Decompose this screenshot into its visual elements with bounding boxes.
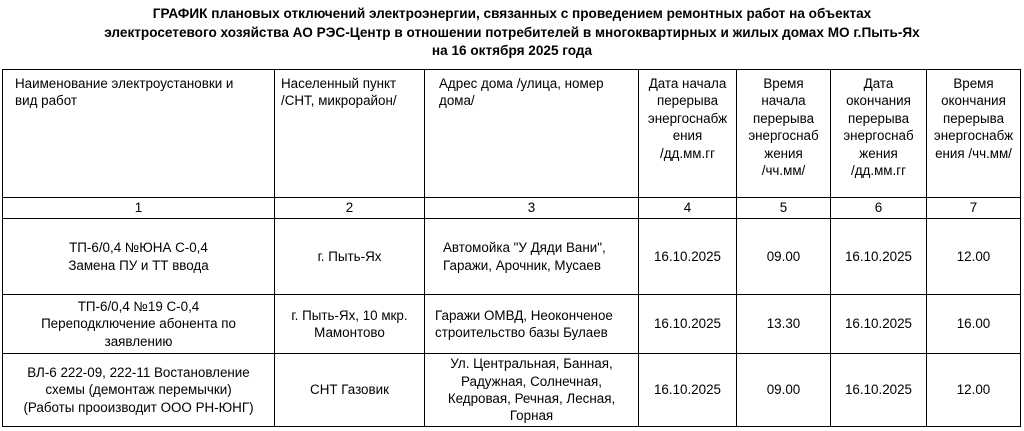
start-time-cell: 09.00 bbox=[737, 219, 831, 295]
outage-schedule-table bbox=[2, 69, 1021, 427]
end-date-cell: 16.10.2025 bbox=[831, 219, 927, 295]
installation-cell: ТП-6/0,4 №19 С-0,4 Переподключение абонента по заявлению bbox=[3, 295, 275, 354]
header-locality: Населенный пункт /СНТ, микрорайон/ bbox=[275, 70, 425, 198]
end-time-cell: 12.00 bbox=[927, 219, 1021, 295]
table-row bbox=[3, 219, 1021, 295]
header-start-time: Время начала перерыва энергоснаб жения /чч.мм/ bbox=[737, 70, 831, 198]
column-number: 5 bbox=[737, 198, 831, 219]
address-cell: Автомойка "У Дяди Вани", Гаражи, Арочник, Мусаев bbox=[425, 219, 639, 295]
locality-cell: СНТ Газовик bbox=[275, 354, 425, 427]
title-line-1: ГРАФИК плановых отключений электроэнергии, связанных с проведением ремонтных работ на объектах bbox=[152, 6, 872, 21]
table-row bbox=[3, 295, 1021, 354]
start-time-cell: 13.30 bbox=[737, 295, 831, 354]
installation-cell: ТП-6/0,4 №ЮНА С-0,4 Замена ПУ и ТТ ввода bbox=[3, 219, 275, 295]
locality-cell: г. Пыть-Ях bbox=[275, 219, 425, 295]
column-number-row bbox=[3, 198, 1021, 219]
start-time-cell: 09.00 bbox=[737, 354, 831, 427]
end-time-cell: 12.00 bbox=[927, 354, 1021, 427]
column-number: 2 bbox=[275, 198, 425, 219]
header-start-date: Дата начала перерыва энергоснабж ения /дд.мм.гг bbox=[639, 70, 737, 198]
schedule-title bbox=[0, 0, 1024, 61]
installation-cell: ВЛ-6 222-09, 222-11 Востановление схемы (демонтаж перемычки) (Работы прооизводит ООО РН-ЮНГ) bbox=[3, 354, 275, 427]
column-number: 3 bbox=[425, 198, 639, 219]
start-date-cell: 16.10.2025 bbox=[639, 295, 737, 354]
end-date-cell: 16.10.2025 bbox=[831, 354, 927, 427]
start-date-cell: 16.10.2025 bbox=[639, 354, 737, 427]
column-number: 4 bbox=[639, 198, 737, 219]
header-address: Адрес дома /улица, номер дома/ bbox=[425, 70, 639, 198]
end-time-cell: 16.00 bbox=[927, 295, 1021, 354]
column-number: 7 bbox=[927, 198, 1021, 219]
title-line-2: электросетевого хозяйства АО РЭС-Центр в отношении потребителей в многоквартирных и жилых домах МО г.Пыть-Ях bbox=[104, 24, 920, 40]
header-row bbox=[3, 70, 1021, 198]
header-installation: Наименование электроустановки и вид работ bbox=[3, 70, 275, 198]
header-end-date: Дата окончания перерыва энергоснаб жения /дд.мм.гг bbox=[831, 70, 927, 198]
column-number: 1 bbox=[3, 198, 275, 219]
start-date-cell: 16.10.2025 bbox=[639, 219, 737, 295]
end-date-cell: 16.10.2025 bbox=[831, 295, 927, 354]
title-line-3: на 16 октября 2025 года bbox=[431, 43, 593, 58]
address-cell: Гаражи ОМВД, Неоконченое строительство базы Булаев bbox=[425, 295, 639, 354]
address-cell: Ул. Центральная, Банная, Радужная, Солнечная, Кедровая, Речная, Лесная, Горная bbox=[425, 354, 639, 427]
table-row bbox=[3, 354, 1021, 427]
column-number: 6 bbox=[831, 198, 927, 219]
locality-cell: г. Пыть-Ях, 10 мкр. Мамонтово bbox=[275, 295, 425, 354]
header-end-time: Время окончания перерыва энергоснабж ения /чч.мм/ bbox=[927, 70, 1021, 198]
